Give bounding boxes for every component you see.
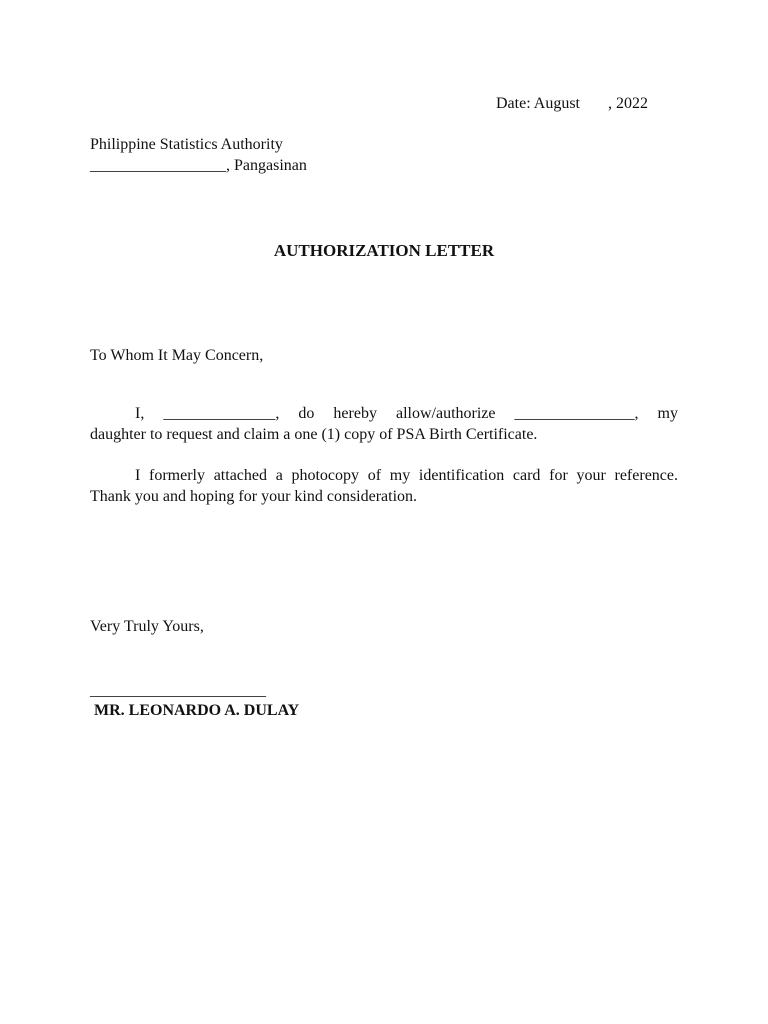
letter-title: AUTHORIZATION LETTER [273, 241, 495, 260]
paragraph-line: daughter to request and claim a one (1) copy of PSA Birth Certificate. [90, 426, 538, 443]
signer-name: MR. LEONARDO A. DULAY [94, 702, 300, 719]
recipient-organization: Philippine Statistics Authority [90, 136, 283, 153]
signature-line: ______________________ [90, 682, 266, 699]
complimentary-closing: Very Truly Yours, [90, 618, 204, 635]
recipient-location: _________________, Pangasinan [90, 157, 307, 174]
paragraph-line: I, ______________, do hereby allow/authorize _______________, my [135, 405, 678, 422]
date-line: Date: August , 2022 [496, 95, 648, 112]
body-paragraph-authorization [90, 403, 678, 445]
paragraph-line: Thank you and hoping for your kind consideration. [90, 488, 418, 505]
paragraph-line: I formerly attached a photocopy of my identification card for your reference. [135, 467, 678, 484]
salutation: To Whom It May Concern, [90, 347, 264, 364]
body-paragraph-attachment [90, 465, 678, 507]
